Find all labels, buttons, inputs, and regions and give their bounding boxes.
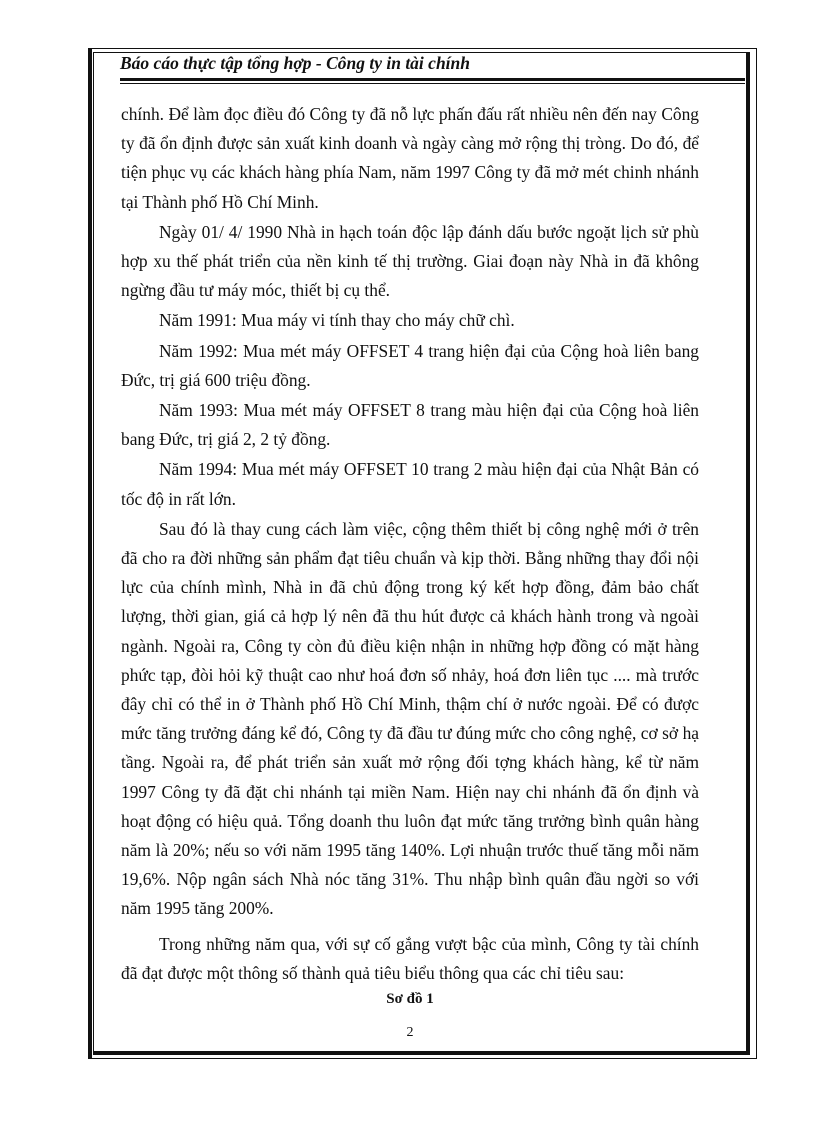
paragraph-growth: Sau đó là thay cung cách làm việc, cộng thêm thiết bị công nghệ mới ở trên đã cho ra đời những sản phẩm đạt tiêu chuẩn và kịp thời. Bằng những thay đổi nội lực của chính mình, Nhà in đã chủ động trong ký kết hợp đồng, đảm bảo chất lượng, thời gian, giá cả hợp lý nên đã thu hút được cả khách hành trong và ngoài ngành. Ngoài ra, Công ty còn đủ điều kiện nhận in những hợp đồng có mặt hàng phức tạp, đòi hỏi kỹ thuật cao như hoá đơn số nhảy, hoá đơn liên tục .... mà trước đây chỉ có thể in ở Thành phố Hồ Chí Minh, thậm chí ở nước ngoài. Để có được mức tăng trưởng đáng kể đó, Công ty đã đầu tư đúng mức cho công nghệ, cơ sở hạ tầng. Ngoài ra, để phát triển sản xuất mở rộng đối tợng khách hàng, kể từ năm 1997 Công ty đã đặt chi nhánh tại miền Nam. Hiện nay chi nhánh đã ổn định và hoạt động có hiệu quả. Tổng doanh thu luôn đạt mức tăng trưởng bình quân hàng năm là 20%; nếu so với năm 1995 tăng 140%. Lợi nhuận trước thuế tăng mỗi năm 19,6%. Nộp ngân sách Nhà nóc tăng 31%. Thu nhập bình quân đầu ngời so với năm 1995 tăng 200%. — [121, 518, 699, 919]
figure-caption: Sơ đồ 1 — [386, 991, 434, 1007]
page-number: 2 — [406, 1025, 414, 1040]
paragraph-1994: Năm 1994: Mua mét máy OFFSET 10 trang 2 màu hiện đại của Nhật Bản có tốc độ in rất lớn. — [121, 459, 699, 509]
body-text — [121, 100, 699, 989]
paragraph-1992: Năm 1992: Mua mét máy OFFSET 4 trang hiện đại của Cộng hoà liên bang Đức, trị giá 600 triệu đồng. — [121, 340, 699, 390]
paragraph-continuation: chính. Để làm đọc điều đó Công ty đã nỗ lực phấn đấu rất nhiều nên đến nay Công ty đã ổn định được sản xuất kinh doanh và ngày càng mở rộng thị tròng. Do đó, để tiện phục vụ các khách hàng phía Nam, năm 1997 Công ty đã mở mét chinh nhánh tại Thành phố Hồ Chí Minh. — [121, 104, 699, 212]
paragraph-1991: Năm 1991: Mua máy vi tính thay cho máy chữ chì. — [159, 310, 515, 331]
paragraph-1993: Năm 1993: Mua mét máy OFFSET 8 trang màu hiện đại của Cộng hoà liên bang Đức, trị giá 2, 2 tỷ đồng. — [121, 400, 699, 450]
header-rule-thick — [120, 78, 745, 81]
header-rule-thin — [120, 83, 745, 84]
running-header: Báo cáo thực tập tổng hợp - Công ty in tài chính — [120, 53, 470, 73]
paragraph-achievements: Trong những năm qua, với sự cố gắng vượt bậc của mình, Công ty tài chính đã đạt được một thông số thành quả tiêu biểu thông qua các chỉ tiêu sau: — [121, 933, 699, 983]
paragraph-1990: Ngày 01/ 4/ 1990 Nhà in hạch toán độc lập đánh dấu bước ngoặt lịch sử phù hợp xu thế phát triển của nền kinh tế thị trường. Giai đoạn này Nhà in đã không ngừng đầu tư máy móc, thiết bị cụ thể. — [121, 221, 699, 301]
